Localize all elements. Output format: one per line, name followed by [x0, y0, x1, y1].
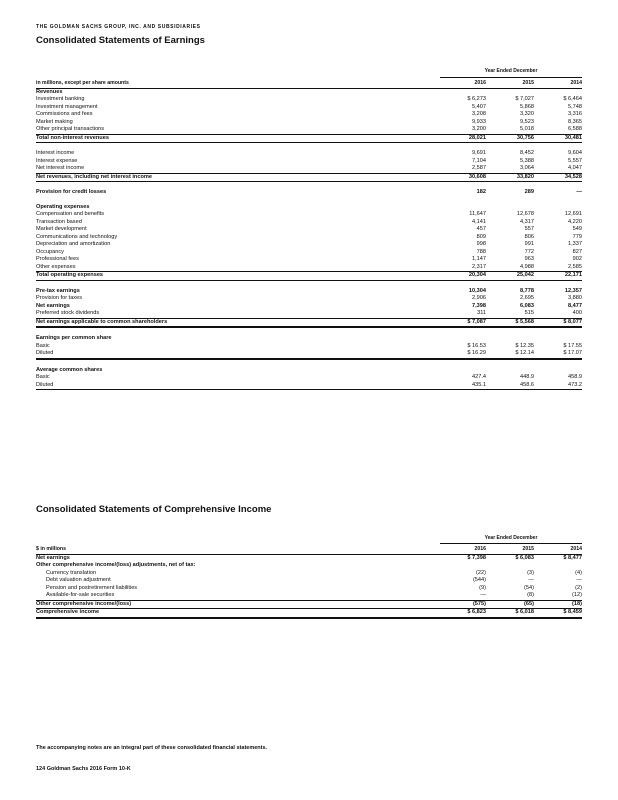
value-cell: 20,304 [440, 272, 486, 281]
row-label: Other comprehensive income/(loss) adjustments, net of tax: [36, 562, 196, 568]
value-cell: 427.4 [472, 374, 486, 380]
value-cell [534, 335, 582, 343]
table-row [36, 570, 582, 578]
value-cell: 557 [524, 226, 534, 232]
table-row [36, 343, 582, 351]
statement-title: Consolidated Statements of Earnings [36, 35, 205, 46]
value-cell: 457 [476, 226, 486, 232]
section-heading-row [36, 204, 582, 212]
value-cell: $ 6,018 [486, 609, 534, 618]
year-ended-label: Year Ended December [484, 68, 538, 74]
table-row [36, 577, 582, 585]
value-cell: (9) [479, 584, 486, 591]
table-row [36, 295, 582, 303]
value-cell: 12,678 [516, 211, 534, 217]
spacer-cell [36, 143, 582, 151]
value-cell: 5,748 [568, 103, 582, 110]
row-label: Currency translation [46, 569, 97, 576]
row-label: Total operating expenses [36, 272, 440, 281]
table-row [36, 96, 582, 104]
value-cell: 806 [524, 233, 534, 240]
row-label: Diluted [36, 350, 440, 359]
value-cell: 827 [572, 248, 582, 255]
table-row [36, 234, 582, 242]
row-label: Total non-interest revenues [36, 134, 440, 143]
value-cell: 4,220 [568, 218, 582, 225]
row-label: Net revenues, including net interest income [36, 173, 440, 182]
row-label: Provision for taxes [36, 295, 83, 301]
value-cell [440, 367, 486, 375]
spacer-row [36, 327, 582, 335]
value-cell: 22,171 [534, 272, 582, 281]
value-cell: 8,452 [520, 150, 534, 156]
spacer-cell [36, 280, 582, 288]
row-label: Other expenses [36, 264, 440, 272]
value-cell: $ 12.35 [515, 342, 534, 349]
earnings-table [36, 80, 582, 390]
value-cell: 1,147 [472, 256, 486, 262]
table-row [36, 303, 582, 311]
value-cell: 4,317 [520, 218, 534, 225]
value-cell: 2,317 [440, 264, 486, 272]
value-cell: 772 [524, 248, 534, 255]
table-row [36, 562, 582, 570]
value-cell: 963 [524, 256, 534, 262]
value-cell: 3,200 [440, 126, 486, 134]
value-cell: — [576, 189, 582, 195]
value-cell: 9,691 [472, 150, 486, 156]
row-label: Net earnings [36, 302, 70, 309]
row-label: Revenues [36, 88, 63, 95]
footnote: The accompanying notes are an integral part of these consolidated financial statements. [36, 745, 268, 751]
value-cell: $ 16.53 [467, 342, 486, 349]
value-cell: 3,316 [568, 111, 582, 117]
row-label: Earnings per common share [36, 335, 112, 341]
page-footer: 124 Goldman Sachs 2016 Form 10-K [36, 766, 131, 772]
value-cell: 9,523 [520, 118, 534, 125]
value-cell: 7,104 [472, 157, 486, 164]
row-label: Communications and technology [36, 233, 118, 240]
year-header: 2015 [486, 80, 534, 88]
value-cell: 11,647 [469, 211, 486, 217]
table-row [36, 219, 582, 227]
table-row [36, 609, 582, 618]
table-row [36, 256, 582, 264]
row-label: Interest income [36, 150, 75, 156]
row-label: Other principal transactions [36, 126, 440, 134]
table-row [36, 350, 582, 359]
value-cell: 2,695 [520, 295, 534, 301]
row-label: Market making [36, 118, 73, 125]
value-cell: 12,357 [564, 287, 582, 294]
value-cell: 10,304 [468, 287, 486, 294]
row-label: Market development [36, 226, 87, 232]
value-cell: 3,208 [472, 111, 486, 117]
row-label: Operating expenses [36, 203, 90, 210]
table-row [36, 104, 582, 112]
row-label: Pension and postretirement liabilities [46, 584, 138, 591]
value-cell: 458.9 [568, 374, 582, 380]
value-cell: 435.1 [440, 382, 486, 390]
value-cell: $ 17.07 [534, 350, 582, 359]
table-row [36, 272, 582, 281]
value-cell: 2,587 [440, 165, 486, 173]
value-cell: 30,756 [486, 134, 534, 143]
value-cell: 182 [476, 189, 486, 195]
row-label: Occupancy [36, 248, 64, 255]
table-row [36, 288, 582, 296]
value-cell: 902 [572, 256, 582, 262]
value-cell [440, 562, 486, 570]
table-header-row [36, 80, 582, 88]
value-cell: $ 6,083 [515, 554, 534, 561]
value-cell [440, 88, 486, 96]
table-row [36, 158, 582, 166]
table-row [36, 264, 582, 272]
value-cell [440, 204, 486, 212]
value-cell [534, 204, 582, 212]
value-cell: (22) [476, 569, 486, 576]
value-cell [534, 367, 582, 375]
table-row [36, 211, 582, 219]
row-label: Net earnings [36, 554, 70, 561]
company-kicker: THE GOLDMAN SACHS GROUP, INC. AND SUBSIDIARIES [36, 24, 201, 30]
value-cell: $ 16.29 [440, 350, 486, 359]
value-cell [486, 335, 534, 343]
table-row [36, 249, 582, 257]
value-cell: 1,337 [568, 241, 582, 247]
row-label: Available-for-sale securities [36, 592, 440, 600]
comp-year-ended-label: Year Ended December [484, 535, 538, 541]
value-cell: 8,365 [568, 118, 582, 125]
value-cell: 400 [534, 310, 582, 318]
value-cell: 25,042 [486, 272, 534, 281]
value-cell: 4,988 [486, 264, 534, 272]
spacer-row [36, 182, 582, 190]
value-cell: 5,557 [568, 157, 582, 164]
table-row [36, 585, 582, 593]
row-label: Basic [36, 374, 50, 380]
value-cell: 3,880 [568, 295, 582, 301]
value-cell: 2,906 [472, 295, 486, 301]
value-cell [534, 562, 582, 570]
value-cell: 28,021 [440, 134, 486, 143]
row-label: Preferred stock dividends [36, 310, 440, 318]
value-cell: $ 8,077 [534, 318, 582, 327]
value-cell: (2) [575, 584, 582, 591]
table-row [36, 189, 582, 197]
table-row [36, 119, 582, 127]
row-label: Pre-tax earnings [36, 287, 80, 294]
row-label: Debt valuation adjustment [46, 577, 111, 583]
spacer-row [36, 280, 582, 288]
table-row [36, 241, 582, 249]
spacer-cell [36, 197, 582, 204]
spacer-row [36, 197, 582, 204]
value-cell: 998 [476, 241, 486, 247]
value-cell: 9,604 [568, 150, 582, 156]
value-cell: 33,820 [486, 173, 534, 182]
value-cell: 4,141 [472, 218, 486, 225]
value-cell: (54) [524, 584, 534, 591]
value-cell: $ 8,477 [563, 554, 582, 561]
value-cell: (4) [575, 569, 582, 576]
value-cell [486, 88, 534, 96]
row-label: Transaction based [36, 218, 82, 225]
value-cell: 6,588 [534, 126, 582, 134]
value-cell: 34,528 [534, 173, 582, 182]
table-row [36, 600, 582, 609]
value-cell: — [528, 577, 534, 583]
value-cell: 448.9 [520, 374, 534, 380]
spacer-row [36, 143, 582, 151]
year-header: 2015 [486, 546, 534, 554]
section-heading-row [36, 367, 582, 375]
value-cell: (575) [440, 600, 486, 609]
value-cell: 4,047 [534, 165, 582, 173]
value-cell: 3,064 [486, 165, 534, 173]
value-cell: 8,778 [520, 287, 534, 294]
row-label: Other comprehensive income/(loss) [36, 600, 440, 609]
row-label: Net earnings applicable to common shareholders [36, 318, 440, 327]
value-cell: (8) [486, 592, 534, 600]
value-cell: — [576, 577, 582, 583]
value-cell: $ 6,273 [467, 96, 486, 102]
row-label: Investment banking [36, 96, 85, 102]
value-cell: $ 17.55 [563, 342, 582, 349]
table-row [36, 226, 582, 234]
table-row [36, 310, 582, 318]
row-label: Comprehensive income [36, 609, 440, 618]
unit-label: $ in millions [36, 546, 440, 554]
value-cell: 6,083 [520, 302, 534, 309]
year-header: 2016 [440, 80, 486, 88]
value-cell [534, 88, 582, 96]
value-cell: 473.2 [534, 382, 582, 390]
value-cell: $ 12.14 [486, 350, 534, 359]
row-label: Commissions and fees [36, 111, 93, 117]
value-cell: (544) [472, 577, 486, 583]
value-cell: 5,868 [520, 103, 534, 110]
value-cell: (65) [486, 600, 534, 609]
comprehensive-title: Consolidated Statements of Comprehensive Income [36, 504, 272, 515]
value-cell: 2,585 [534, 264, 582, 272]
value-cell: $ 6,823 [440, 609, 486, 618]
table-row [36, 165, 582, 173]
table-row [36, 173, 582, 182]
table-row [36, 318, 582, 327]
value-cell: (18) [534, 600, 582, 609]
value-cell: $ 5,568 [486, 318, 534, 327]
row-label: Diluted [36, 382, 440, 390]
value-cell: 788 [476, 248, 486, 255]
value-cell: 779 [572, 233, 582, 240]
value-cell: 549 [572, 226, 582, 232]
table-row [36, 382, 582, 390]
value-cell: 991 [524, 241, 534, 247]
value-cell: 809 [476, 233, 486, 240]
row-label: Compensation and benefits [36, 211, 105, 217]
value-cell: 7,398 [472, 302, 486, 309]
row-label: Depreciation and amortization [36, 241, 111, 247]
table-row [36, 374, 582, 382]
value-cell: (3) [527, 569, 534, 576]
section-heading-row [36, 335, 582, 343]
value-cell: $ 7,027 [515, 96, 534, 102]
value-cell: $ 6,464 [563, 96, 582, 102]
table-row [36, 134, 582, 143]
year-header: 2014 [534, 80, 582, 88]
table-row [36, 126, 582, 134]
value-cell: (12) [534, 592, 582, 600]
table-row [36, 592, 582, 600]
value-cell: $ 7,087 [440, 318, 486, 327]
spacer-cell [36, 359, 582, 367]
year-header: 2014 [534, 546, 582, 554]
row-label: Provision for credit losses [36, 189, 107, 195]
row-label: Average common shares [36, 366, 103, 373]
value-cell: 9,933 [472, 118, 486, 125]
value-cell: 5,388 [520, 157, 534, 164]
row-label: Interest expense [36, 157, 78, 164]
value-cell: $ 8,459 [534, 609, 582, 618]
value-cell: 30,481 [534, 134, 582, 143]
row-label: Net interest income [36, 165, 440, 173]
spacer-row [36, 359, 582, 367]
spacer-cell [36, 327, 582, 335]
spacer-cell [36, 182, 582, 190]
value-cell: 8,477 [568, 302, 582, 309]
value-cell: 3,320 [520, 111, 534, 117]
value-cell: 30,608 [440, 173, 486, 182]
table-header-row [36, 546, 582, 554]
section-heading-row [36, 88, 582, 96]
value-cell [440, 335, 486, 343]
value-cell: 12,691 [564, 211, 582, 217]
unit-label: in millions, except per share amounts [36, 80, 440, 88]
value-cell: 5,407 [472, 103, 486, 110]
value-cell [486, 367, 534, 375]
value-cell: 311 [440, 310, 486, 318]
value-cell: 515 [486, 310, 534, 318]
value-cell: $ 7,398 [467, 554, 486, 561]
value-cell [486, 204, 534, 212]
table-row [36, 554, 582, 562]
year-ended-rule [440, 77, 582, 78]
value-cell: — [440, 592, 486, 600]
value-cell: 458.6 [486, 382, 534, 390]
value-cell [486, 562, 534, 570]
row-label: Investment management [36, 103, 98, 110]
table-row [36, 150, 582, 158]
comp-year-ended-rule [440, 543, 582, 544]
table-row [36, 111, 582, 119]
comprehensive-table [36, 546, 582, 619]
row-label: Professional fees [36, 256, 79, 262]
value-cell: 5,018 [486, 126, 534, 134]
value-cell: 289 [524, 189, 534, 195]
year-header: 2016 [440, 546, 486, 554]
row-label: Basic [36, 342, 50, 349]
